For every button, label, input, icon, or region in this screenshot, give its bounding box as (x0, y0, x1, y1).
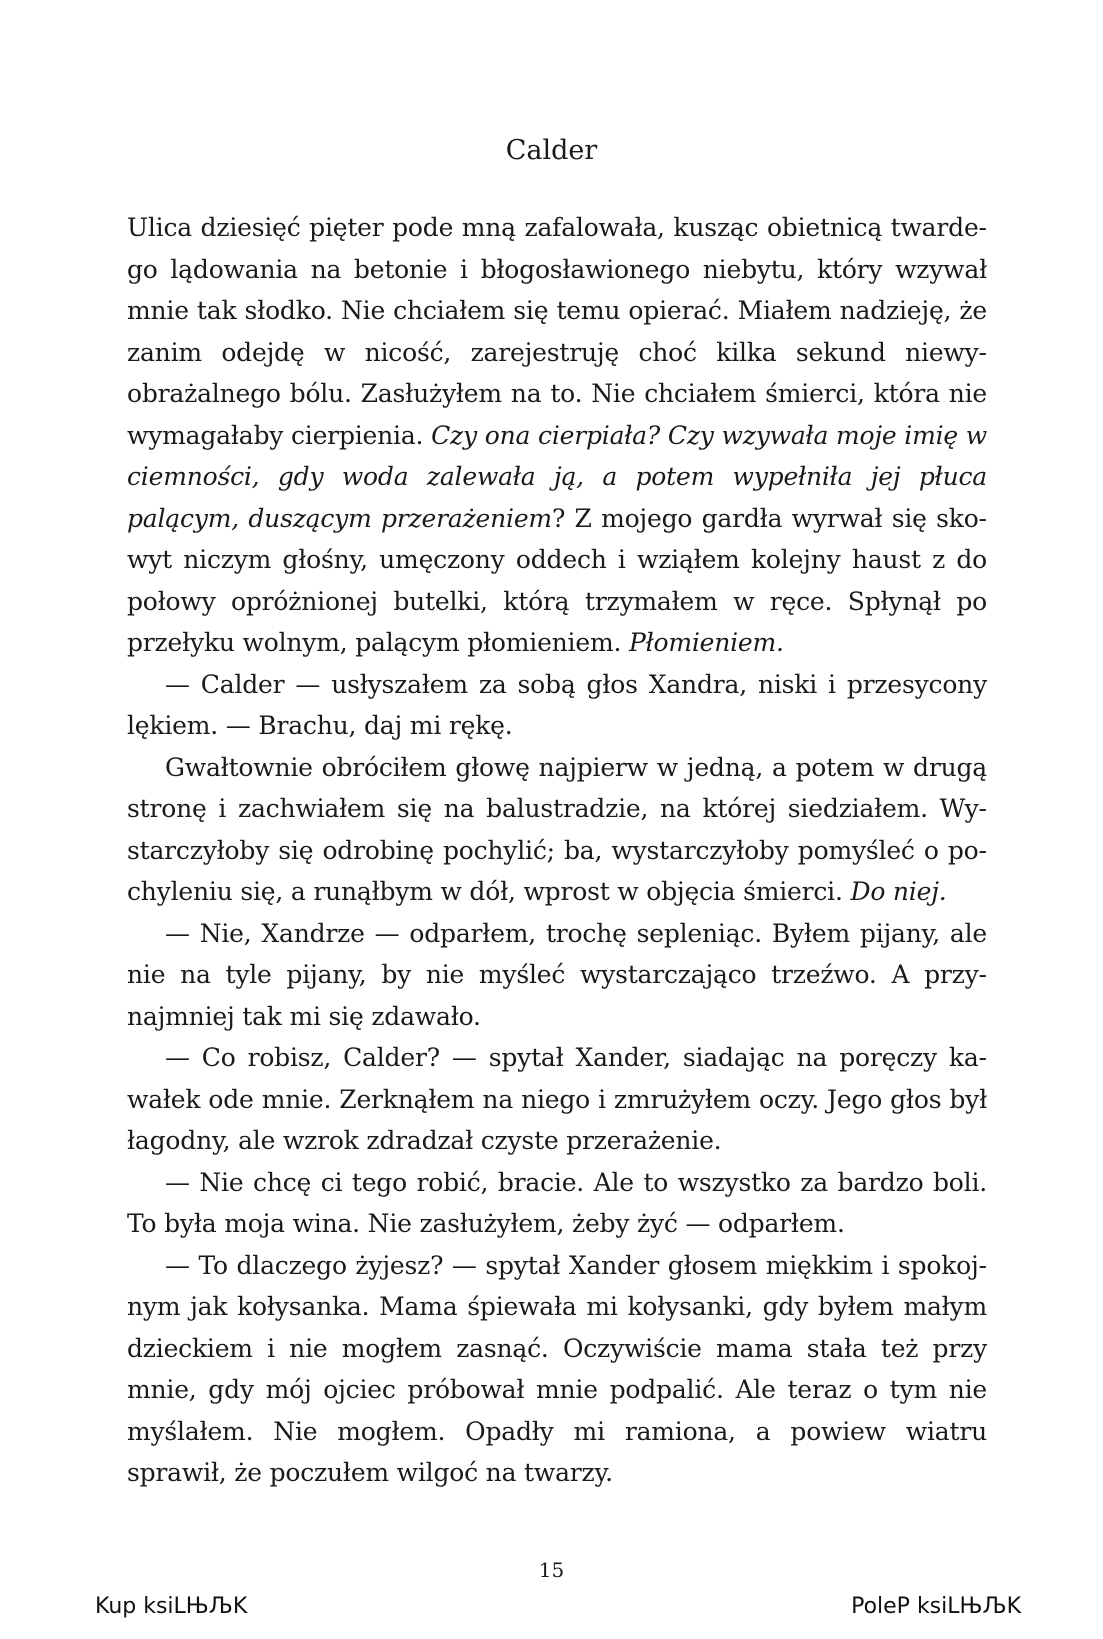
text-run: Ulica dziesięć pięter pode mną zafalowała, kusząc obietnicą twardego lądowania na betonie i błogosławionego niebytu, który wzywał mnie tak słodko. Nie chciałem się temu opierać. Miałem nadzieję, że zanim odejdę w nicość, zarejestruję choć kilka sekund niewyobrażalnego bólu. Zasłużyłem na to. Nie chciałem śmierci, która nie wymagałaby cierpienia. (127, 213, 987, 450)
text-run: ? Z mojego gardła wyrwał się skowyt niczym głośny, umęczony oddech i wziąłem kolejny haust z do połowy opróżnionej butelki, którą trzymałem w ręce. Spłynął po przełyku wolnym, palącym płomieniem. (127, 503, 987, 657)
text-run: — Co robisz, Calder? — spytał Xander, siadając na poręczy kawałek ode mnie. Zerknąłem na niego i zmrużyłem oczy. Jego głos był łagodny, ale wzrok zdradzał czyste przerażenie. (127, 1043, 987, 1155)
chapter-title: Calder (505, 135, 598, 166)
text-run: Gwałtownie obróciłem głowę najpierw w jedną, a potem w drugą stronę i zachwiałem się na balustradzie, na której siedziałem. Wystarczyłoby się odrobinę pochylić; ba, wystarczyłoby pomyśleć o pochyleniu się, a runąłbym w dół, wprost w objęcia śmierci. (127, 752, 987, 906)
paragraph (127, 747, 987, 913)
buy-book-link[interactable]: Kup ksiLЊЉK (95, 1594, 248, 1619)
italic-text: Do niej. (850, 877, 947, 906)
recommend-book-link[interactable]: PoleP ksiLЊЉK (851, 1594, 1021, 1619)
paragraph (127, 1037, 987, 1162)
italic-text: Czy ona cierpiała? Czy wzywała moje imię w ciemności, gdy woda zalewała ją, a potem wypełniła jej płuca palącym, duszącym przerażeniem (127, 420, 987, 533)
paragraph (127, 1245, 987, 1494)
text-run: — To dlaczego żyjesz? — spytał Xander głosem miękkim i spokojnym jak kołysanka. Mama śpiewała mi kołysanki, gdy byłem małym dzieckiem i nie mogłem zasnąć. Oczywiście mama stała też przy mnie, gdy mój ojciec próbował mnie podpalić. Ale teraz o tym nie myślałem. Nie mogłem. Opadły mi ramiona, a powiew wiatru sprawił, że poczułem wilgoć na twarzy. (127, 1250, 987, 1487)
text-run: — Nie, Xandrze — odparłem, trochę sepleniąc. Byłem pijany, ale nie na tyle pijany, by nie myśleć wystarczająco trzeźwo. A przynajmniej tak mi się zdawało. (127, 918, 987, 1031)
text-run: — Nie chcę ci tego robić, bracie. Ale to wszystko za bardzo boli. To była moja wina. Nie zasłużyłem, żeby żyć — odparłem. (127, 1167, 987, 1238)
paragraph (127, 664, 987, 747)
paragraph (127, 1162, 987, 1245)
paragraph (127, 207, 987, 664)
body-text (127, 207, 987, 1494)
text-run: — Calder — usłyszałem za sobą głos Xandra, niski i przesycony lękiem. — Brachu, daj mi rękę. (127, 669, 987, 740)
page-number: 15 (538, 1558, 565, 1582)
paragraph (127, 913, 987, 1038)
italic-text: Płomieniem. (628, 628, 784, 657)
